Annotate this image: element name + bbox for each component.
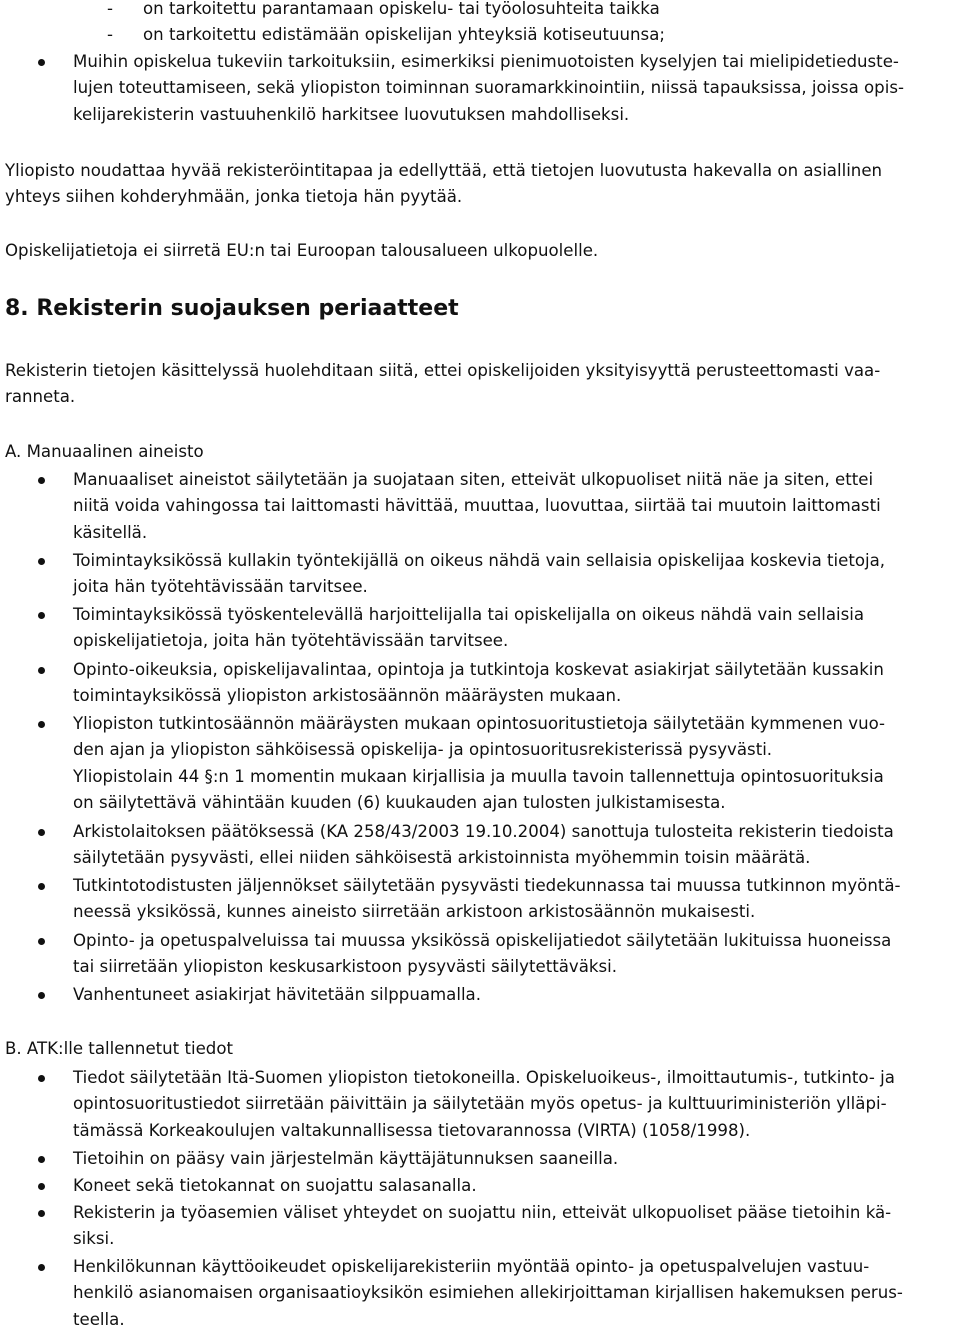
text-line: Yliopistolain 44 §:n 1 momentin mukaan kirjallisia ja muulla tavoin tallennettuja opintosuorituksia — [73, 766, 884, 786]
text-line: lujen toteuttamiseen, sekä yliopiston toiminnan suoramarkkinointiin, niissä tapauksissa, joissa opis- — [73, 78, 904, 98]
text-line: Rekisterin tietojen käsittelyssä huolehditaan siitä, ettei opiskelijoiden yksityisyyttä perusteettomasti vaa- — [5, 361, 881, 380]
text-line: Arkistolaitoksen päätöksessä (KA 258/43/2003 19.10.2004) sanottuja tulosteita rekisterin tiedoista — [73, 822, 894, 841]
text-line: Henkilökunnan käyttöoikeudet opiskelijarekisteriin myöntää opinto- ja opetuspalvelujen vastuu- — [73, 1257, 870, 1276]
section-heading: 8. Rekisterin suojauksen periaatteet — [5, 296, 459, 321]
bullet-icon — [38, 1264, 45, 1271]
text-line: on säilytettävä vähintään kuuden (6) kuukauden ajan tulosten julkistamisesta. — [73, 793, 726, 813]
text-line: neessä yksikössä, kunnes aineisto siirretään arkistoon arkistosäännön mukaisesti. — [73, 902, 756, 922]
bullet-icon — [38, 829, 45, 836]
text-line: Vanhentuneet asiakirjat hävitetään silppuamalla. — [73, 985, 482, 1004]
bullet-icon — [38, 59, 45, 66]
text-line: Toimintayksikössä kullakin työntekijällä on oikeus nähdä vain sellaisia opiskelijaa koskevia tietoja, — [73, 551, 886, 570]
bullet-icon — [38, 938, 45, 945]
text-line: kelijarekisterin vastuuhenkilö harkitsee luovutuksen mahdolliseksi. — [73, 104, 630, 124]
text-line: Yliopiston tutkintosäännön määräysten mukaan opintosuoritustietoja säilytetään kymmenen vuo- — [73, 714, 886, 733]
text-line: Toimintayksikössä työskentelevällä harjoittelijalla tai opiskelijalla on oikeus nähdä vain sellaisia — [73, 605, 865, 624]
paragraph — [5, 358, 955, 411]
text-line: A. Manuaalinen aineisto — [5, 442, 204, 461]
text-line: ranneta. — [5, 387, 76, 407]
text-line: teella. — [73, 1309, 125, 1329]
text-line: Manuaaliset aineistot säilytetään ja suojataan siten, etteivät ulkopuoliset niitä näe ja siten, ettei — [73, 470, 874, 489]
text-line: opintosuoritustiedot siirretään päivittäin ja säilytetään myös opetus- ja kulttuuriministeriön ylläpi- — [73, 1094, 887, 1114]
dash-item-text: on tarkoitettu edistämään opiskelijan yhteyksiä kotiseutuunsa; — [143, 25, 665, 44]
bullet-icon — [38, 612, 45, 619]
subsection-title — [5, 1036, 955, 1062]
list-item-text — [73, 49, 959, 128]
text-line: Opinto-oikeuksia, opiskelijavalintaa, opintoja ja tutkintoja koskevat asiakirjat säilytetään kussakin — [73, 660, 884, 679]
text-line: Koneet sekä tietokannat on suojattu salasanalla. — [73, 1176, 477, 1195]
bullet-icon — [38, 477, 45, 484]
text-line: niitä voida vahingossa tai laittomasti hävittää, muuttaa, luovuttaa, siirtää tai muutoin laittomasti — [73, 496, 881, 516]
dash-item-text: on tarkoitettu parantamaan opiskelu- tai työolosuhteita taikka — [143, 0, 660, 18]
text-line: käsitellä. — [73, 522, 148, 542]
text-line: B. ATK:lle tallennetut tiedot — [5, 1039, 233, 1058]
bullet-icon — [38, 1183, 45, 1190]
text-line: tai siirretään yliopiston keskusarkistoon pysyvästi säilytettäväksi. — [73, 957, 618, 977]
bullet-icon — [38, 558, 45, 565]
text-line: Opinto- ja opetuspalveluissa tai muussa yksikössä opiskelijatiedot säilytetään lukituissa huoneissa — [73, 931, 892, 950]
subsection-title — [5, 439, 955, 465]
text-line: opiskelijatietoja, joita hän työtehtävissään tarvitsee. — [73, 631, 509, 651]
bullet-icon — [38, 1156, 45, 1163]
text-line: den ajan ja yliopiston sähköisessä opiskelija- ja opintosuoritusrekisterissä pysyvästi. — [73, 740, 773, 760]
text-line: joita hän työtehtävissään tarvitsee. — [73, 577, 368, 597]
bullet-icon — [38, 667, 45, 674]
text-line: Tutkintotodistusten jäljennökset säilytetään pysyvästi tiedekunnassa tai muussa tutkinnon myöntä- — [73, 876, 901, 895]
text-line: säilytetään pysyvästi, ellei niiden sähköisestä arkistoinnista myöhemmin toisin määrätä. — [73, 848, 811, 868]
bullet-icon — [38, 883, 45, 890]
bullet-icon — [38, 721, 45, 728]
dash-marker: - — [107, 25, 113, 44]
bullet-icon — [38, 1075, 45, 1082]
text-line: yhteys siihen kohderyhmään, jonka tietoja hän pyytää. — [5, 187, 463, 207]
bullet-icon — [38, 1210, 45, 1217]
text-line: Muihin opiskelua tukeviin tarkoituksiin, esimerkiksi pienimuotoisten kyselyjen tai mielipidetieduste- — [73, 52, 899, 71]
text-line: toimintayksikössä yliopiston arkistosäännön määräysten mukaan. — [73, 686, 622, 706]
text-line: Yliopisto noudattaa hyvää rekisteröintitapaa ja edellyttää, että tietojen luovutusta hakevalla on asiallinen — [5, 161, 883, 180]
text-line: siksi. — [73, 1229, 115, 1249]
text-line: Rekisterin ja työasemien väliset yhteydet on suojattu niin, etteivät ulkopuoliset pääse tietoihin kä- — [73, 1203, 892, 1222]
paragraph — [5, 238, 955, 264]
text-line: tämässä Korkeakoulujen valtakunnallisessa tietovarannossa (VIRTA) (1058/1998). — [73, 1120, 751, 1140]
text-line: Tietoihin on pääsy vain järjestelmän käyttäjätunnuksen saaneilla. — [73, 1149, 619, 1168]
text-line: Tiedot säilytetään Itä-Suomen yliopiston tietokoneilla. Opiskeluoikeus-, ilmoittautumis-, tutkinto- ja — [73, 1068, 895, 1087]
paragraph — [5, 158, 955, 211]
text-line: Opiskelijatietoja ei siirretä EU:n tai Euroopan talousalueen ulkopuolelle. — [5, 241, 599, 260]
text-line: henkilö asianomaisen organisaatioyksikön esimiehen allekirjoittaman kirjallisen hakemuksen perus- — [73, 1283, 903, 1303]
bullet-icon — [38, 992, 45, 999]
dash-marker: - — [107, 0, 113, 18]
